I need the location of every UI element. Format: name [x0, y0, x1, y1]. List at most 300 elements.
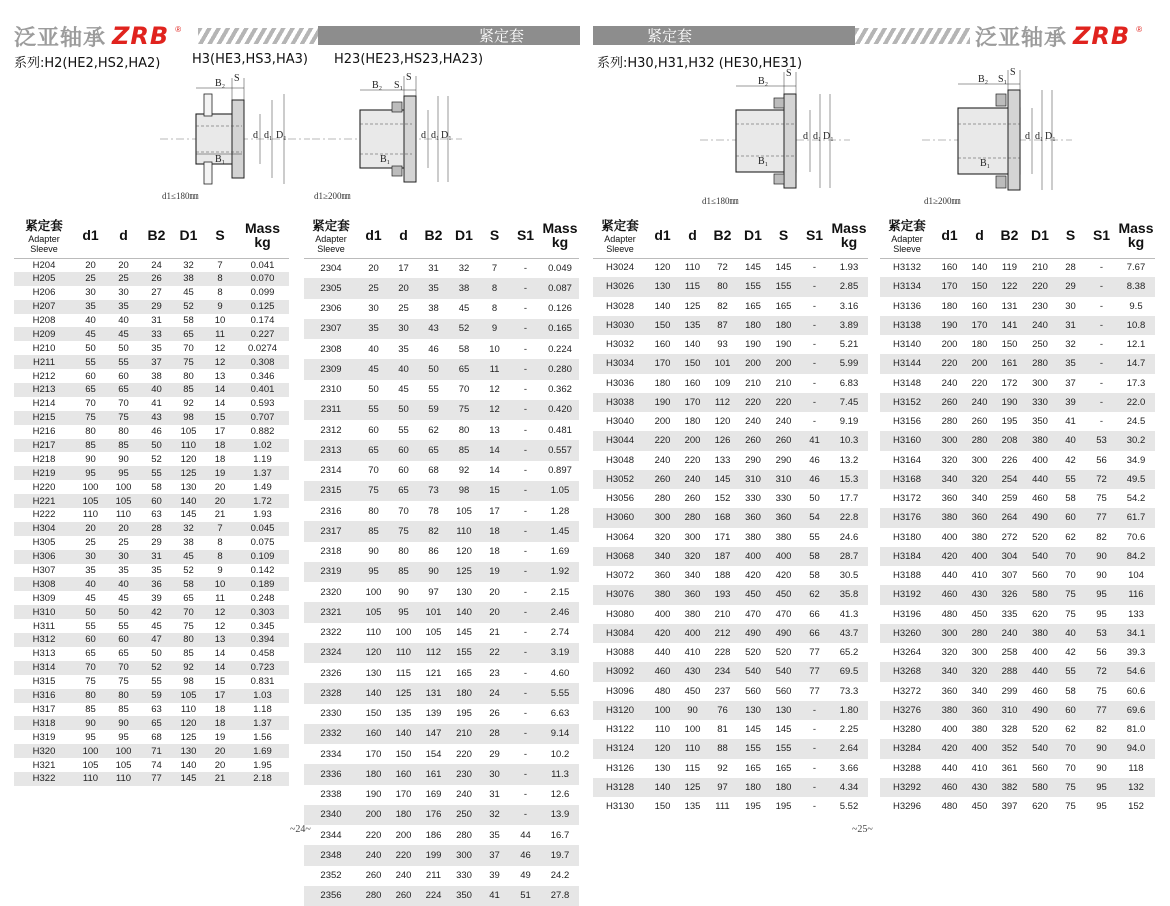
- dim-label: S₁: [394, 80, 404, 91]
- size-limit-label: d1≥200㎜: [314, 191, 351, 201]
- table-cell: 55: [398, 424, 409, 436]
- table-cell: 17: [489, 505, 500, 517]
- table-row: [14, 744, 289, 758]
- table-cell: 560: [1032, 570, 1048, 582]
- table-cell: 380: [1025, 624, 1055, 643]
- table-header-row: [593, 213, 868, 258]
- table-cell: 150: [365, 708, 382, 720]
- table-cell: 90: [107, 716, 140, 730]
- table-cell: 110: [107, 772, 140, 786]
- table-cell: 50: [809, 493, 820, 505]
- table-cell: 254: [994, 470, 1025, 489]
- sleeve-designation: 2306: [320, 303, 342, 315]
- table-cell: -: [510, 481, 541, 501]
- table-cell: 65: [183, 592, 194, 604]
- table-row: [593, 682, 868, 701]
- table-cell: 120: [180, 453, 197, 465]
- sleeve-designation: H3280: [893, 724, 921, 736]
- table-cell: 14: [204, 661, 236, 675]
- table-row: [304, 582, 579, 602]
- table-row: [880, 720, 1155, 739]
- sleeve-designation: H3028: [606, 300, 634, 312]
- table-cell: 1.28: [550, 505, 570, 517]
- table-cell: 82: [717, 300, 728, 312]
- table-cell: 320: [941, 454, 958, 466]
- sleeve-designation: 2308: [320, 343, 342, 355]
- table-cell: 115: [678, 277, 707, 296]
- table-cell: 14: [479, 440, 510, 460]
- table-cell: 58: [173, 577, 204, 591]
- table-cell: 42: [140, 605, 173, 619]
- col-header-b2: B2: [418, 213, 449, 258]
- table-cell: 30: [107, 550, 140, 564]
- table-cell: 80: [107, 689, 140, 703]
- zrb-logo: ZRB: [1073, 22, 1131, 50]
- table-cell: -: [523, 748, 528, 760]
- table-cell: 140: [358, 683, 389, 703]
- table-cell: 31: [428, 262, 439, 274]
- table-cell: 68: [151, 731, 162, 743]
- sleeve-designation: H3048: [606, 454, 634, 466]
- sleeve-designation: H3168: [880, 470, 934, 489]
- table-cell: 121: [425, 667, 442, 679]
- table-cell: 75: [173, 355, 204, 369]
- dim-label: D₁: [1045, 131, 1056, 142]
- table-cell: 70.6: [1126, 531, 1146, 543]
- series-label-h3: H3(HE3,HS3,HA3): [192, 52, 308, 67]
- table-cell: 105: [180, 426, 197, 438]
- table-cell: 160: [389, 764, 418, 784]
- table-cell: 420: [934, 739, 965, 758]
- sleeve-designation: H3176: [880, 508, 934, 527]
- table-cell: 540: [738, 662, 768, 681]
- table-cell: 32: [479, 805, 510, 825]
- table-row: [880, 258, 1155, 277]
- table-cell: 7: [217, 259, 223, 271]
- left-title-bar: [318, 26, 580, 45]
- table-row: [14, 758, 289, 772]
- sleeve-designation: H3296: [893, 801, 921, 813]
- table-cell: 145: [775, 262, 792, 274]
- table-cell: 45: [74, 327, 107, 341]
- table-cell: -: [1099, 300, 1104, 312]
- sleeve-designation: 2314: [320, 465, 342, 477]
- table-cell: 85: [118, 703, 129, 715]
- table-cell: 0.099: [250, 287, 275, 299]
- table-row: [14, 397, 289, 411]
- table-cell: 208: [994, 431, 1025, 450]
- table-cell: 118: [1128, 762, 1144, 774]
- sleeve-designation: 2321: [304, 602, 358, 622]
- table-cell: 300: [971, 454, 988, 466]
- table-cell: 360: [965, 508, 994, 527]
- table-cell: 420: [745, 570, 761, 582]
- col-header-d: d: [965, 213, 994, 258]
- table-row: [304, 724, 579, 744]
- table-cell: 1.02: [236, 439, 289, 453]
- table-cell: 71: [140, 744, 173, 758]
- table-cell: 234: [707, 662, 738, 681]
- sleeve-designation: H311: [32, 620, 55, 632]
- table-cell: 288: [994, 662, 1025, 681]
- table-cell: 260: [738, 431, 768, 450]
- dim-label: B₂: [978, 74, 989, 85]
- sleeve-designation: H3156: [893, 416, 921, 428]
- table-cell: 104: [1128, 570, 1144, 582]
- table-cell: 92: [173, 661, 204, 675]
- table-cell: 59: [140, 689, 173, 703]
- table-cell: 382: [994, 778, 1025, 797]
- table-cell: 1.69: [236, 744, 289, 758]
- table-cell: 290: [745, 454, 761, 466]
- table-cell: -: [510, 440, 541, 460]
- table-cell: 450: [971, 801, 988, 813]
- sleeve-designation: H205: [14, 272, 74, 286]
- table-cell: 17: [214, 426, 226, 438]
- table-cell: -: [1086, 354, 1117, 373]
- table-cell: 28: [140, 522, 173, 536]
- sleeve-designation: H3044: [593, 431, 647, 450]
- table-cell: 6.83: [839, 377, 859, 389]
- table-cell: -: [812, 416, 817, 428]
- table-cell: 55: [74, 355, 107, 369]
- table-row: [593, 643, 868, 662]
- table-cell: 24: [479, 683, 510, 703]
- table-cell: 280: [965, 624, 994, 643]
- table-cell: 77: [1086, 701, 1117, 720]
- table-cell: 52: [140, 661, 173, 675]
- table-cell: 170: [365, 748, 382, 760]
- table-cell: 2.18: [236, 772, 289, 786]
- table-cell: 200: [941, 339, 958, 351]
- sleeve-designation: 2344: [320, 829, 342, 841]
- table-cell: 13.9: [541, 805, 579, 825]
- table-cell: 50: [140, 439, 173, 453]
- table-cell: 55: [151, 676, 162, 688]
- table-cell: 280: [965, 431, 994, 450]
- table-row: [593, 701, 868, 720]
- table-cell: 58: [1065, 493, 1076, 505]
- table-cell: 65: [74, 383, 107, 397]
- table-cell: 24.2: [550, 870, 570, 882]
- table-cell: 200: [395, 829, 412, 841]
- table-cell: 55: [107, 355, 140, 369]
- table-cell: 352: [994, 739, 1025, 758]
- table-cell: 264: [994, 508, 1025, 527]
- table-cell: 260: [647, 470, 678, 489]
- table-cell: -: [1099, 377, 1104, 389]
- table-cell: 112: [418, 643, 449, 663]
- table-cell: 260: [365, 870, 382, 882]
- table-cell: 1.72: [236, 494, 289, 508]
- table-cell: 7: [491, 262, 498, 274]
- table-cell: -: [510, 562, 541, 582]
- table-row: [304, 542, 579, 562]
- table-cell: 130: [173, 744, 204, 758]
- table-cell: 130: [768, 701, 799, 720]
- table-row: [304, 278, 579, 298]
- table-cell: 31: [140, 550, 173, 564]
- col-header-d1: d1: [74, 213, 107, 258]
- table-cell: 45: [85, 592, 96, 604]
- table-cell: 125: [684, 300, 701, 312]
- table-cell: 100: [684, 724, 701, 736]
- table-cell: 380: [934, 508, 965, 527]
- table-row: [14, 258, 289, 272]
- sleeve-designation: H3080: [606, 608, 634, 620]
- table-row: [304, 845, 579, 865]
- table-cell: 420: [934, 547, 965, 566]
- table-row: [14, 689, 289, 703]
- table-cell: 18: [204, 439, 236, 453]
- table-cell: 41: [1065, 416, 1076, 428]
- table-cell: 299: [1001, 685, 1018, 697]
- table-cell: 0.557: [541, 440, 579, 460]
- sleeve-designation: 2316: [320, 505, 342, 517]
- table-cell: 7.45: [830, 393, 868, 412]
- sleeve-designation: H315: [32, 676, 56, 688]
- table-cell: 42: [1065, 647, 1076, 659]
- table-cell: 520: [745, 647, 761, 659]
- table-row: [304, 319, 579, 339]
- table-cell: 17: [398, 262, 409, 274]
- table-cell: 140: [654, 300, 671, 312]
- table-cell: -: [523, 627, 528, 639]
- table-cell: 340: [647, 547, 678, 566]
- table-row: [880, 528, 1155, 547]
- sleeve-designation: H3132: [893, 262, 921, 274]
- table-cell: -: [510, 643, 541, 663]
- table-cell: 21: [489, 627, 500, 639]
- table-cell: 37: [1065, 377, 1076, 389]
- table-cell: 304: [994, 547, 1025, 566]
- table-cell: 52: [449, 319, 479, 339]
- table-row: [880, 566, 1155, 585]
- table-cell: 39.3: [1126, 647, 1146, 659]
- table-cell: 0.126: [548, 303, 572, 315]
- table-row: [880, 316, 1155, 335]
- dim-label: S: [234, 73, 240, 84]
- col-header-D1: D1: [738, 213, 768, 258]
- table-row: [14, 772, 289, 786]
- table-cell: 95: [358, 562, 389, 582]
- table-cell: 25: [398, 303, 409, 315]
- table-cell: 110: [115, 509, 132, 521]
- sleeve-designation: H220: [32, 481, 56, 493]
- table-cell: 140: [180, 759, 197, 771]
- table-cell: 150: [965, 277, 994, 296]
- table-cell: 170: [934, 277, 965, 296]
- table-cell: 90: [398, 586, 409, 598]
- sleeve-designation: H3040: [606, 416, 634, 428]
- table-cell: 75: [1096, 685, 1107, 697]
- table-row: [880, 393, 1155, 412]
- table-cell: 110: [389, 643, 418, 663]
- table-row: [593, 547, 868, 566]
- table-cell: -: [510, 805, 541, 825]
- table-cell: -: [799, 393, 830, 412]
- table-cell: 53: [1086, 624, 1117, 643]
- table-cell: 75: [183, 620, 194, 632]
- table-cell: 170: [647, 354, 678, 373]
- table-row: [14, 647, 289, 661]
- table-cell: 480: [941, 608, 958, 620]
- table-row: [304, 663, 579, 683]
- table-row: [880, 354, 1155, 373]
- right-title-bar: [593, 26, 855, 45]
- table-cell: 50: [118, 342, 129, 354]
- table-cell: 130: [647, 277, 678, 296]
- table-cell: 20: [489, 586, 500, 598]
- table-cell: -: [523, 303, 528, 315]
- table-row: [14, 411, 289, 425]
- sleeve-designation: H313: [32, 648, 56, 660]
- col-header-d: d: [107, 213, 140, 258]
- dim-label: B₂: [372, 80, 383, 91]
- table-row: [304, 461, 579, 481]
- table-cell: 150: [1001, 339, 1018, 351]
- sleeve-designation: H218: [32, 453, 56, 465]
- table-cell: 168: [707, 508, 738, 527]
- table-cell: 140: [647, 778, 678, 797]
- table-cell: 58: [458, 343, 470, 355]
- table-cell: 450: [768, 585, 799, 604]
- table-cell: 0.481: [548, 424, 572, 436]
- sleeve-designation: H3064: [606, 531, 634, 543]
- table-cell: 140: [971, 262, 988, 274]
- table-row: [304, 521, 579, 541]
- table-cell: 37: [479, 845, 510, 865]
- table-cell: 125: [180, 731, 197, 743]
- table-cell: 39: [1055, 393, 1086, 412]
- table-row: [880, 759, 1155, 778]
- table-cell: 36: [140, 577, 173, 591]
- table-cell: 250: [1032, 339, 1048, 351]
- table-cell: 1.03: [236, 689, 289, 703]
- table-cell: 170: [965, 316, 994, 335]
- table-cell: 290: [775, 454, 792, 466]
- table-cell: 50: [85, 342, 96, 354]
- table-cell: 4.34: [830, 778, 868, 797]
- table-cell: 63: [151, 703, 162, 715]
- table-row: [593, 354, 868, 373]
- table-cell: -: [799, 778, 830, 797]
- table-cell: 120: [654, 262, 671, 274]
- sleeve-designation: 2332: [304, 724, 358, 744]
- sleeve-designation: 2334: [320, 748, 342, 760]
- table-cell: 35.8: [830, 585, 868, 604]
- table-cell: 340: [934, 662, 965, 681]
- table-cell: 70: [1065, 570, 1076, 582]
- sleeve-designation: H3026: [593, 277, 647, 296]
- table-cell: 60: [1055, 701, 1086, 720]
- table-cell: 130: [365, 667, 382, 679]
- table-cell: 160: [654, 339, 671, 351]
- table-cell: 361: [1001, 762, 1018, 774]
- table-cell: 400: [654, 608, 671, 620]
- table-cell: 145: [745, 724, 761, 736]
- table-cell: 44: [520, 829, 531, 841]
- table-cell: 61.7: [1117, 508, 1155, 527]
- table-cell: 30: [85, 287, 96, 299]
- table-cell: 105: [358, 602, 389, 622]
- table-cell: 169: [425, 789, 442, 801]
- table-cell: 74: [151, 759, 162, 771]
- table-cell: 55: [1055, 662, 1086, 681]
- sleeve-designation: H314: [14, 661, 74, 675]
- dim-label: d: [253, 130, 258, 141]
- table-cell: 35: [398, 343, 409, 355]
- table-cell: 26: [489, 708, 500, 720]
- table-cell: 340: [971, 493, 988, 505]
- sleeve-designation: H3272: [893, 685, 921, 697]
- sleeve-designation: H211: [14, 355, 74, 369]
- table-cell: 35: [74, 300, 107, 314]
- table-cell: 75: [85, 676, 96, 688]
- table-cell: 18: [489, 546, 500, 558]
- table-cell: 75: [1055, 585, 1086, 604]
- table-cell: 200: [678, 431, 707, 450]
- table-cell: 65: [389, 481, 418, 501]
- table-row: [304, 886, 579, 906]
- sleeve-designation: 2326: [320, 667, 342, 679]
- table-cell: 15: [479, 481, 510, 501]
- table-cell: 111: [715, 801, 730, 813]
- table-cell: 0.593: [250, 398, 275, 410]
- table-cell: 56: [1096, 454, 1107, 466]
- table-cell: 115: [684, 762, 701, 774]
- table-cell: 420: [647, 624, 678, 643]
- table-cell: 98: [183, 676, 194, 688]
- table-cell: 9.19: [839, 416, 859, 428]
- table-cell: 50: [74, 605, 107, 619]
- table-cell: 360: [654, 570, 671, 582]
- table-cell: 10: [489, 343, 500, 355]
- table-cell: 70: [173, 605, 204, 619]
- sleeve-designation: 2320: [320, 586, 342, 598]
- table-cell: 170: [395, 789, 412, 801]
- table-cell: 82: [418, 521, 449, 541]
- table-cell: 17.7: [839, 493, 859, 505]
- table-cell: 31: [1055, 316, 1086, 335]
- table-row: [593, 431, 868, 450]
- table-cell: 31: [151, 315, 162, 326]
- table-cell: 20: [214, 759, 226, 771]
- table-cell: 410: [971, 570, 988, 582]
- table-cell: 46: [151, 426, 162, 438]
- table-cell: 20: [204, 494, 236, 508]
- table-cell: 430: [965, 778, 994, 797]
- table-cell: 15.3: [830, 470, 868, 489]
- table-row: [304, 623, 579, 643]
- table-cell: 440: [941, 570, 958, 582]
- table-cell: 0.189: [236, 577, 289, 591]
- table-cell: 14: [489, 465, 500, 477]
- sleeve-designation: H3144: [880, 354, 934, 373]
- table-cell: 400: [941, 724, 958, 736]
- table-cell: 220: [365, 829, 382, 841]
- col-header-s: S: [1055, 213, 1086, 258]
- table-cell: 43.7: [830, 624, 868, 643]
- table-row: [880, 431, 1155, 450]
- table-cell: 95: [1086, 778, 1117, 797]
- table-cell: 85: [173, 383, 204, 397]
- sleeve-designation: H307: [32, 565, 56, 577]
- table-cell: 310: [768, 470, 799, 489]
- table-cell: 8: [217, 287, 223, 299]
- table-row: [880, 508, 1155, 527]
- table-cell: 8: [204, 272, 236, 286]
